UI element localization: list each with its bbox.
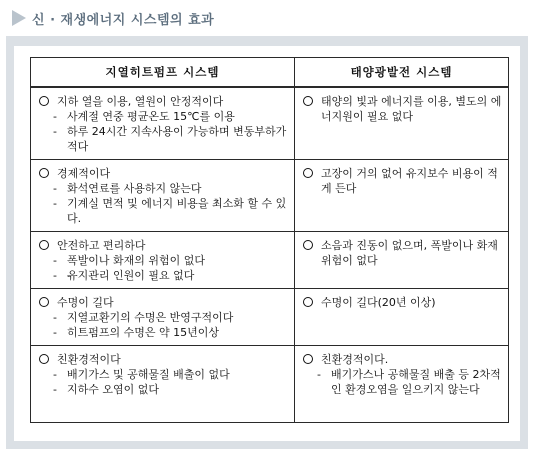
table-row (31, 232, 509, 289)
circle-bullet-icon (39, 168, 49, 178)
cell-main-text: 태양의 빛과 에너지를 이용, 별도의 에너지원이 필요 없다 (321, 95, 502, 123)
table-cell: 친환경적이다 - 배기가스 및 공해물질 배출이 없다 - 지하수 오염이 없다 (31, 346, 295, 423)
table-cell: 지하 열을 이용, 열원이 안정적이다 - 사계절 연중 평균온도 15℃를 이용 - 하루 24시간 지속사용이 가능하며 변동부하가 적다 (31, 87, 295, 160)
cell-sub-text: 유지관리 인원이 필요 없다 (67, 269, 195, 282)
cell-main-text: 수명이 길다 (57, 296, 114, 309)
circle-bullet-icon (303, 96, 313, 106)
cell-sub-text: 히트펌프의 수명은 약 15년이상 (67, 326, 219, 339)
table-cell: 수명이 길다 - 지열교환기의 수명은 반영구적이다 - 히트펌프의 수명은 약 15년이상 (31, 289, 295, 346)
circle-bullet-icon (303, 240, 313, 250)
cell-sub-text: 배기가스 및 공해물질 배출이 없다 (67, 368, 230, 381)
section-header (0, 0, 540, 36)
table-row (31, 289, 509, 346)
table-cell (295, 289, 509, 346)
cell-main-text: 소음과 진동이 없으며, 폭발이나 화재위험이 없다 (321, 239, 498, 267)
cell-sub-text: 지열교환기의 수명은 반영구적이다 (67, 311, 234, 324)
cell-sub-text: 폭발이나 화재의 위험이 없다 (67, 254, 206, 267)
circle-bullet-icon (303, 297, 313, 307)
cell-sub-text: 하루 24시간 지속사용이 가능하며 변동부하가 적다 (67, 125, 287, 153)
section-title: 신 · 재생에너지 시스템의 효과 (32, 13, 215, 28)
cell-main-text: 안전하고 편리하다 (57, 239, 146, 252)
circle-bullet-icon (303, 168, 313, 178)
table-cell (295, 87, 509, 160)
cell-sub-text: 기계실 면적 및 에너지 비용을 최소화 할 수 있다. (67, 197, 287, 225)
cell-main-text: 지하 열을 이용, 열원이 안정적이다 (57, 95, 224, 108)
cell-main-text: 수명이 길다(20년 이상) (321, 296, 436, 309)
table-cell (295, 160, 509, 232)
table-cell: 안전하고 편리하다 - 폭발이나 화재의 위험이 없다 - 유지관리 인원이 필요 없다 (31, 232, 295, 289)
table-cell (295, 232, 509, 289)
circle-bullet-icon (39, 354, 49, 364)
table-row (31, 160, 509, 232)
cell-sub-text: 화석연료를 사용하지 않는다 (67, 182, 202, 195)
cell-main-text: 친환경적이다 (57, 353, 121, 366)
cell-main-text: 친환경적이다. (321, 353, 389, 366)
table-cell: 친환경적이다. - 배기가스나 공해물질 배출 등 2차적인 환경오염을 일으키지 않는다 (295, 346, 509, 423)
column-header-geothermal: 지열히트펌프 시스템 (31, 58, 295, 88)
cell-sub-text: 사계절 연중 평균온도 15℃를 이용 (67, 110, 235, 123)
triangle-arrow-icon (12, 10, 26, 26)
table-row (31, 346, 509, 423)
cell-sub-text: 배기가스나 공해물질 배출 등 2차적인 환경오염을 일으키지 않는다 (331, 368, 501, 396)
cell-main-text: 경제적이다 (57, 167, 111, 180)
circle-bullet-icon (39, 240, 49, 250)
table-header-row (31, 58, 509, 88)
comparison-table (30, 57, 509, 423)
table-cell: 경제적이다 - 화석연료를 사용하지 않는다 - 기계실 면적 및 에너지 비용을 최소화 할 수 있다. (31, 160, 295, 232)
cell-main-text: 고장이 거의 없어 유지보수 비용이 적게 든다 (321, 167, 498, 195)
cell-sub-text: 지하수 오염이 없다 (67, 383, 160, 396)
circle-bullet-icon (303, 354, 313, 364)
circle-bullet-icon (39, 96, 49, 106)
table-row (31, 87, 509, 160)
circle-bullet-icon (39, 297, 49, 307)
column-header-solar: 태양광발전 시스템 (295, 58, 509, 88)
